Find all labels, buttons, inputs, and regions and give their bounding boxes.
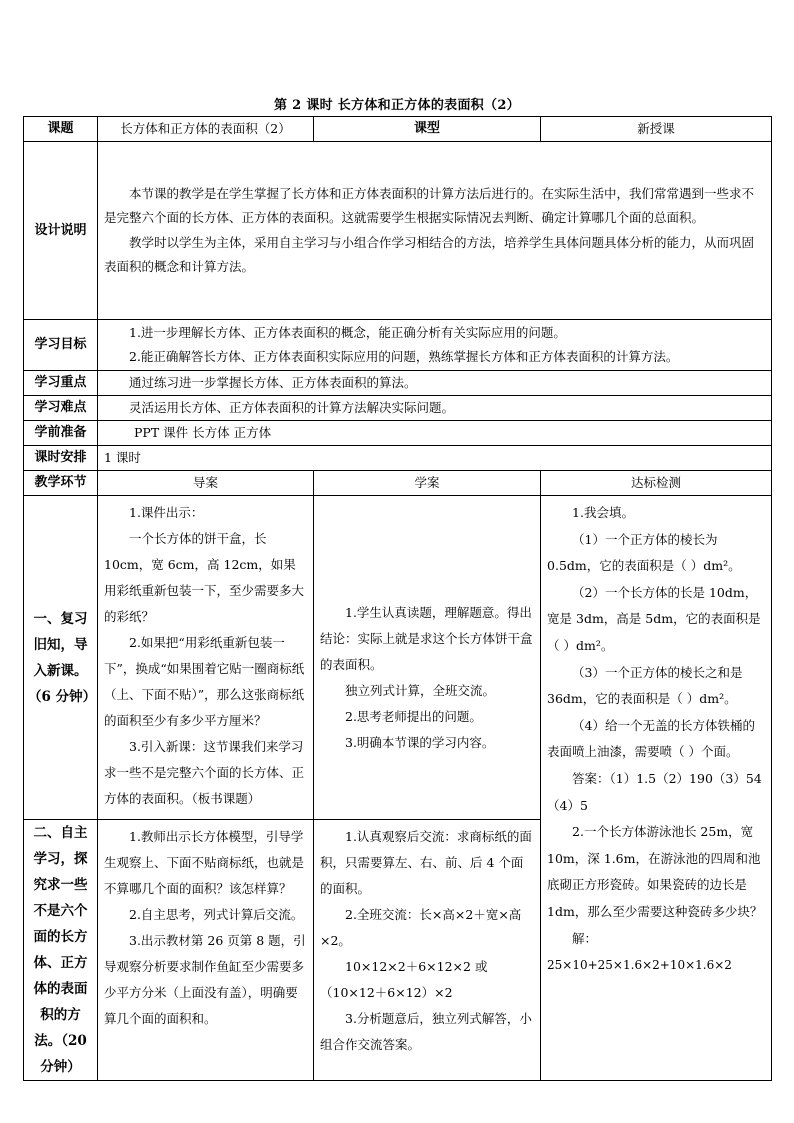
guide-paragraph: 3.出示教材第 26 页第 8 题，引导观察分析要求制作鱼缸至少需要多少平方分米（上面没有盖），明确要算几个面的面积和。 bbox=[104, 933, 306, 1026]
study-paragraph: 3.明确本节课的学习内容。 bbox=[345, 734, 495, 750]
hours-value: 1 课时 bbox=[98, 446, 772, 471]
col-guide-header: 导案 bbox=[98, 471, 314, 496]
prep-value: PPT 课件 长方体 正方体 bbox=[98, 421, 772, 446]
section2-label: 二、自主学习，探究求一些不是六个面的长方体、正方体的表面积的方法。（20 分钟） bbox=[24, 820, 98, 1081]
design-paragraph: 教学时以学生为主体，采用自主学习与小组合作学习相结合的方法，培养学生具体问题具体分析的能力，从而巩固表面积的概念和计算方法。 bbox=[104, 234, 755, 274]
focus-row bbox=[24, 371, 772, 396]
page-title: 第 2 课时 长方体和正方体的表面积（2） bbox=[274, 98, 520, 113]
prep-row bbox=[24, 421, 772, 446]
guide-paragraph: 1.教师出示长方体模型，引导学生观察上、下面不贴商标纸，也就是不算哪几个面的面积？该怎样算？ bbox=[104, 829, 305, 896]
design-row bbox=[24, 142, 772, 320]
check-line: （3）一个正方体的棱长之和是 36dm，它的表面积是（ ）dm²。 bbox=[547, 664, 743, 707]
check-line: （2）一个长方体的长是 10dm，宽是 3dm，高是 5dm，它的表面积是（ ）dm²。 bbox=[547, 584, 761, 653]
goals-content bbox=[98, 320, 772, 371]
check-formula: 25×10+25×1.6×2+10×1.6×2 bbox=[547, 958, 732, 973]
study-paragraph: 独立列式计算，全班交流。 bbox=[345, 682, 496, 698]
guide-paragraph: 3.引入新课：这节课我们来学习求一些不是完整六个面的长方体、正方体的表面积。（板书课题） bbox=[104, 739, 305, 806]
check-line: 1.我会填。 bbox=[572, 505, 634, 520]
guide-paragraph: 1.课件出示： bbox=[129, 505, 204, 520]
check-line: 2.一个长方体游泳池长 25m，宽 10m，深 1.6m，在游泳池的四周和池底砌正方形瓷砖。如果瓷砖的边长是 1dm，那么至少需要这种瓷砖多少块？ bbox=[547, 824, 763, 919]
kexing-value: 新授课 bbox=[541, 117, 772, 142]
difficulty-value: 灵活运用长方体、正方体表面积的计算方法解决实际问题。 bbox=[98, 396, 772, 421]
difficulty-row bbox=[24, 396, 772, 421]
lesson-plan-table bbox=[23, 116, 772, 1081]
col-stage-header: 教学环节 bbox=[24, 471, 98, 496]
guide-paragraph: 2.自主思考，列式计算后交流。 bbox=[129, 907, 304, 922]
section1-row bbox=[24, 496, 772, 820]
goal-item: 2.能正确解答长方体、正方体表面积实际应用的问题，熟练掌握长方体和正方体表面积的计算方法。 bbox=[129, 349, 679, 364]
guide-paragraph: 一个长方体的饼干盒，长 10cm，宽 6cm，高 12cm，如果用彩纸重新包装一下，至少需要多大的彩纸？ bbox=[104, 531, 305, 624]
study-paragraph: 1.学生认真读题，理解题意。得出结论：实际上就是求这个长方体饼干盒的表面积。 bbox=[320, 604, 533, 672]
kexing-label: 课型 bbox=[314, 117, 541, 142]
check-line: （4）给一个无盖的长方体铁桶的表面喷上油漆，需要喷（ ）个面。 bbox=[547, 717, 755, 760]
section1-guide bbox=[98, 496, 314, 820]
hours-label: 课时安排 bbox=[24, 446, 98, 471]
goals-label: 学习目标 bbox=[24, 320, 98, 371]
study-paragraph: 10×12×2＋6×12×2 或（10×12＋6×12）×2 bbox=[320, 959, 488, 1000]
difficulty-label: 学习难点 bbox=[24, 396, 98, 421]
keti-label: 课题 bbox=[24, 117, 98, 142]
focus-label: 学习重点 bbox=[24, 371, 98, 396]
study-paragraph: 2.全班交流：长×高×2＋宽×高×2。 bbox=[320, 907, 522, 948]
focus-value: 通过练习进一步掌握长方体、正方体表面积的算法。 bbox=[98, 371, 772, 396]
study-paragraph: 3.分析题意后，独立列式解答，小组合作交流答案。 bbox=[320, 1011, 532, 1052]
prep-label: 学前准备 bbox=[24, 421, 98, 446]
guide-paragraph: 2.如果把“用彩纸重新包装一下”，换成“如果围着它贴一圈商标纸（上、下面不贴）”，那么这张商标纸的面积至少有多少平方厘米？ bbox=[104, 635, 305, 728]
design-content bbox=[98, 142, 772, 320]
check-answer: 答案：（1）1.5（2）190（3）54（4）5 bbox=[547, 770, 762, 813]
section2-guide bbox=[98, 820, 314, 1081]
section1-label: 一、复习旧知，导入新课。（6 分钟） bbox=[24, 496, 98, 820]
keti-value: 长方体和正方体的表面积（2） bbox=[98, 117, 314, 142]
col-check-header: 达标检测 bbox=[541, 471, 772, 496]
check-content bbox=[541, 496, 772, 1081]
columns-row bbox=[24, 471, 772, 496]
check-line: （1）一个正方体的棱长为 0.5dm，它的表面积是（ ）dm²。 bbox=[547, 531, 741, 574]
hours-row bbox=[24, 446, 772, 471]
goals-row bbox=[24, 320, 772, 371]
header-row bbox=[24, 117, 772, 142]
design-paragraph: 本节课的教学是在学生掌握了长方体和正方体表面积的计算方法后进行的。在实际生活中，我们常常遇到一些求不是完整六个面的长方体、正方体的表面积。这就需要学生根据实际情况去判断、确定计算哪几个面的总面积。 bbox=[104, 185, 755, 225]
col-study-header: 学案 bbox=[314, 471, 541, 496]
section1-study bbox=[314, 496, 541, 820]
goal-item: 1.进一步理解长方体、正方体表面积的概念，能正确分析有关实际应用的问题。 bbox=[129, 325, 566, 340]
section2-study bbox=[314, 820, 541, 1081]
check-line: 解： bbox=[572, 930, 598, 946]
design-label: 设计说明 bbox=[24, 142, 98, 320]
study-paragraph: 2.思考老师提出的问题。 bbox=[345, 708, 482, 724]
study-paragraph: 1.认真观察后交流：求商标纸的面积，只需要算左、右、前、后 4 个面的面积。 bbox=[320, 829, 532, 896]
